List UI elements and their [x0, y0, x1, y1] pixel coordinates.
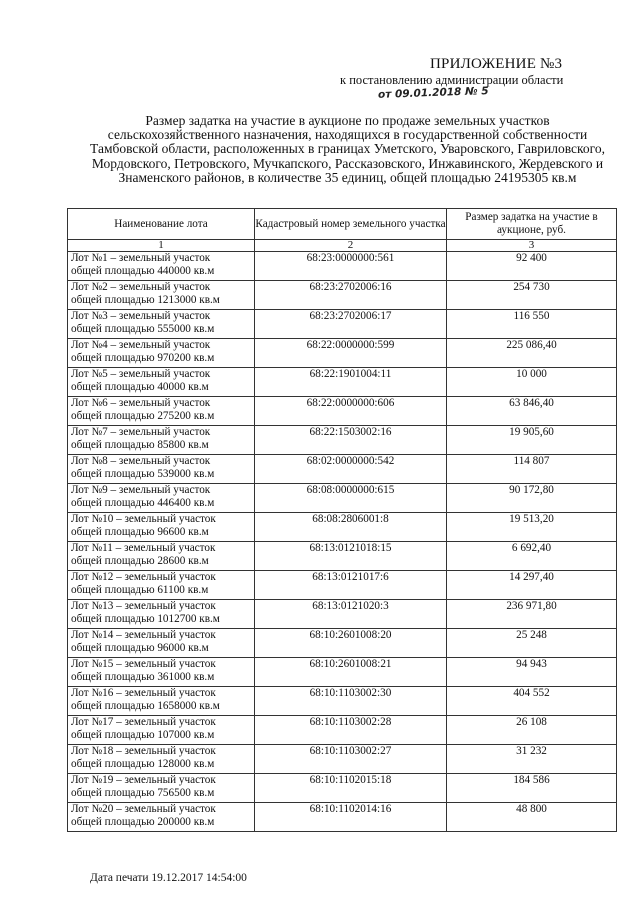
table-row — [68, 745, 617, 774]
cadastral-number-cell: 68:10:2601008:20 — [255, 629, 447, 658]
lot-name-line: Лот №17 – земельный участок — [71, 716, 216, 728]
lot-name-cell — [68, 368, 255, 397]
column-number: 1 — [68, 240, 255, 252]
lot-name-cell — [68, 513, 255, 542]
deposit-amount-cell: 90 172,80 — [447, 484, 617, 513]
cadastral-number-cell: 68:22:1901004:11 — [255, 368, 447, 397]
lot-name-cell — [68, 397, 255, 426]
cadastral-number-cell: 68:23:2702006:16 — [255, 281, 447, 310]
table-row — [68, 484, 617, 513]
lot-area-line: общей площадью 85800 кв.м — [71, 439, 209, 451]
lot-area-line: общей площадью 361000 кв.м — [71, 671, 215, 683]
lot-name-line: Лот №19 – земельный участок — [71, 774, 216, 786]
cadastral-number-cell: 68:23:0000000:561 — [255, 252, 447, 281]
table-row — [68, 600, 617, 629]
deposit-amount-cell: 26 108 — [447, 716, 617, 745]
deposit-amount-cell: 236 971,80 — [447, 600, 617, 629]
lot-area-line: общей площадью 970200 кв.м — [71, 352, 215, 364]
table-row — [68, 687, 617, 716]
lot-name-cell — [68, 339, 255, 368]
lot-area-line: общей площадью 1213000 кв.м — [71, 294, 220, 306]
lot-area-line: общей площадью 28600 кв.м — [71, 555, 209, 567]
deposit-amount-cell: 184 586 — [447, 774, 617, 803]
lot-name-line: Лот №12 – земельный участок — [71, 571, 216, 583]
lot-area-line: общей площадью 96600 кв.м — [71, 526, 209, 538]
table-row — [68, 281, 617, 310]
lot-name-line: Лот №10 – земельный участок — [71, 513, 216, 525]
lot-area-line: общей площадью 756500 кв.м — [71, 787, 215, 799]
lot-name-cell — [68, 803, 255, 832]
cadastral-number-cell: 68:10:1102014:16 — [255, 803, 447, 832]
lot-area-line: общей площадью 128000 кв.м — [71, 758, 215, 770]
cadastral-number-cell: 68:10:1103002:28 — [255, 716, 447, 745]
table-row — [68, 339, 617, 368]
deposit-amount-cell: 225 086,40 — [447, 339, 617, 368]
lot-area-line: общей площадью 1012700 кв.м — [71, 613, 220, 625]
lot-name-line: Лот №11 – земельный участок — [71, 542, 216, 554]
lot-area-line: общей площадью 61100 кв.м — [71, 584, 209, 596]
table-row — [68, 426, 617, 455]
lot-name-line: Лот №9 – земельный участок — [71, 484, 211, 496]
table-header-row — [68, 209, 617, 240]
deposit-amount-cell: 116 550 — [447, 310, 617, 339]
deposit-amount-cell: 19 513,20 — [447, 513, 617, 542]
lot-name-line: Лот №13 – земельный участок — [71, 600, 216, 612]
lot-name-line: Лот №15 – земельный участок — [71, 658, 216, 670]
lot-area-line: общей площадью 40000 кв.м — [71, 381, 209, 393]
deposit-amount-cell: 10 000 — [447, 368, 617, 397]
cadastral-number-cell: 68:02:0000000:542 — [255, 455, 447, 484]
document-heading: Размер задатка на участие в аукционе по продаже земельных участков сельскохозяйственного назначения, находящихся в государственной собственности Тамбовской области, расположенных в границах Уметского, Уваровского, Гавриловского, Мордовского, Петровского, Мучкапского, Рассказовского, Инжавинского, Жердевского и Знаменского районов, в количестве 35 единиц, общей площадью 24195305 кв.м — [90, 113, 605, 185]
deposit-amount-cell: 254 730 — [447, 281, 617, 310]
print-date: Дата печати 19.12.2017 14:54:00 — [90, 872, 247, 884]
cadastral-number-cell: 68:22:0000000:606 — [255, 397, 447, 426]
lot-name-cell — [68, 426, 255, 455]
table-row — [68, 571, 617, 600]
table-row — [68, 629, 617, 658]
deposit-amount-cell: 404 552 — [447, 687, 617, 716]
lot-name-line: Лот №18 – земельный участок — [71, 745, 216, 757]
cadastral-number-cell: 68:22:1503002:16 — [255, 426, 447, 455]
cadastral-number-cell: 68:10:2601008:21 — [255, 658, 447, 687]
lot-name-cell — [68, 687, 255, 716]
lot-name-line: Лот №7 – земельный участок — [71, 426, 211, 438]
column-numbers-row — [68, 240, 617, 252]
table-row — [68, 803, 617, 832]
lot-area-line: общей площадью 440000 кв.м — [71, 265, 215, 277]
header-deposit-amount: Размер задатка на участие в аукционе, руб. — [447, 209, 617, 240]
lot-name-line: Лот №2 – земельный участок — [71, 281, 211, 293]
deposit-amount-cell: 94 943 — [447, 658, 617, 687]
header-lot-name: Наименование лота — [68, 209, 255, 240]
lot-area-line: общей площадью 275200 кв.м — [71, 410, 215, 422]
table-row — [68, 310, 617, 339]
lot-area-line: общей площадью 1658000 кв.м — [71, 700, 220, 712]
lot-area-line: общей площадью 555000 кв.м — [71, 323, 215, 335]
table-row — [68, 455, 617, 484]
lot-name-cell — [68, 571, 255, 600]
deposit-amount-cell: 25 248 — [447, 629, 617, 658]
table-row — [68, 368, 617, 397]
lot-name-cell — [68, 252, 255, 281]
lot-name-line: Лот №8 – земельный участок — [71, 455, 211, 467]
lot-name-cell — [68, 484, 255, 513]
lot-name-cell — [68, 629, 255, 658]
cadastral-number-cell: 68:13:0121020:3 — [255, 600, 447, 629]
table-row — [68, 658, 617, 687]
lot-name-line: Лот №4 – земельный участок — [71, 339, 211, 351]
cadastral-number-cell: 68:08:2806001:8 — [255, 513, 447, 542]
lot-name-cell — [68, 774, 255, 803]
lot-name-cell — [68, 716, 255, 745]
lot-name-cell — [68, 658, 255, 687]
deposit-amount-cell: 114 807 — [447, 455, 617, 484]
cadastral-number-cell: 68:23:2702006:17 — [255, 310, 447, 339]
table-row — [68, 716, 617, 745]
cadastral-number-cell: 68:10:1103002:30 — [255, 687, 447, 716]
cadastral-number-cell: 68:13:0121017:6 — [255, 571, 447, 600]
lot-name-line: Лот №16 – земельный участок — [71, 687, 216, 699]
cadastral-number-cell: 68:22:0000000:599 — [255, 339, 447, 368]
lots-table — [67, 208, 617, 832]
lot-name-line: Лот №5 – земельный участок — [71, 368, 211, 380]
table-row — [68, 774, 617, 803]
deposit-amount-cell: 19 905,60 — [447, 426, 617, 455]
lot-name-line: Лот №6 – земельный участок — [71, 397, 211, 409]
header-cadastral-number: Кадастровый номер земельного участка — [255, 209, 447, 240]
deposit-amount-cell: 92 400 — [447, 252, 617, 281]
lot-name-cell — [68, 600, 255, 629]
table-row — [68, 513, 617, 542]
lot-area-line: общей площадью 539000 кв.м — [71, 468, 215, 480]
deposit-amount-cell: 31 232 — [447, 745, 617, 774]
lot-name-line: Лот №3 – земельный участок — [71, 310, 211, 322]
lot-name-cell — [68, 281, 255, 310]
lot-name-cell — [68, 455, 255, 484]
table-row — [68, 252, 617, 281]
cadastral-number-cell: 68:10:1103002:27 — [255, 745, 447, 774]
deposit-amount-cell: 14 297,40 — [447, 571, 617, 600]
lot-name-line: Лот №1 – земельный участок — [71, 252, 211, 264]
column-number: 2 — [255, 240, 447, 252]
deposit-amount-cell: 63 846,40 — [447, 397, 617, 426]
lot-name-cell — [68, 310, 255, 339]
lot-name-line: Лот №14 – земельный участок — [71, 629, 216, 641]
lot-area-line: общей площадью 446400 кв.м — [71, 497, 215, 509]
lot-name-line: Лот №20 – земельный участок — [71, 803, 216, 815]
handwritten-date-number: от 09.01.2018 № 5 — [377, 85, 489, 101]
cadastral-number-cell: 68:08:0000000:615 — [255, 484, 447, 513]
column-number: 3 — [447, 240, 617, 252]
cadastral-number-cell: 68:13:0121018:15 — [255, 542, 447, 571]
table-row — [68, 542, 617, 571]
lot-area-line: общей площадью 107000 кв.м — [71, 729, 215, 741]
lot-name-cell — [68, 542, 255, 571]
cadastral-number-cell: 68:10:1102015:18 — [255, 774, 447, 803]
appendix-title: ПРИЛОЖЕНИЕ №3 — [430, 56, 563, 72]
lot-name-cell — [68, 745, 255, 774]
lot-area-line: общей площадью 200000 кв.м — [71, 816, 215, 828]
lot-area-line: общей площадью 96000 кв.м — [71, 642, 209, 654]
deposit-amount-cell: 6 692,40 — [447, 542, 617, 571]
table-row — [68, 397, 617, 426]
deposit-amount-cell: 48 800 — [447, 803, 617, 832]
appendix-subtitle: к постановлению администрации области — [340, 73, 564, 87]
